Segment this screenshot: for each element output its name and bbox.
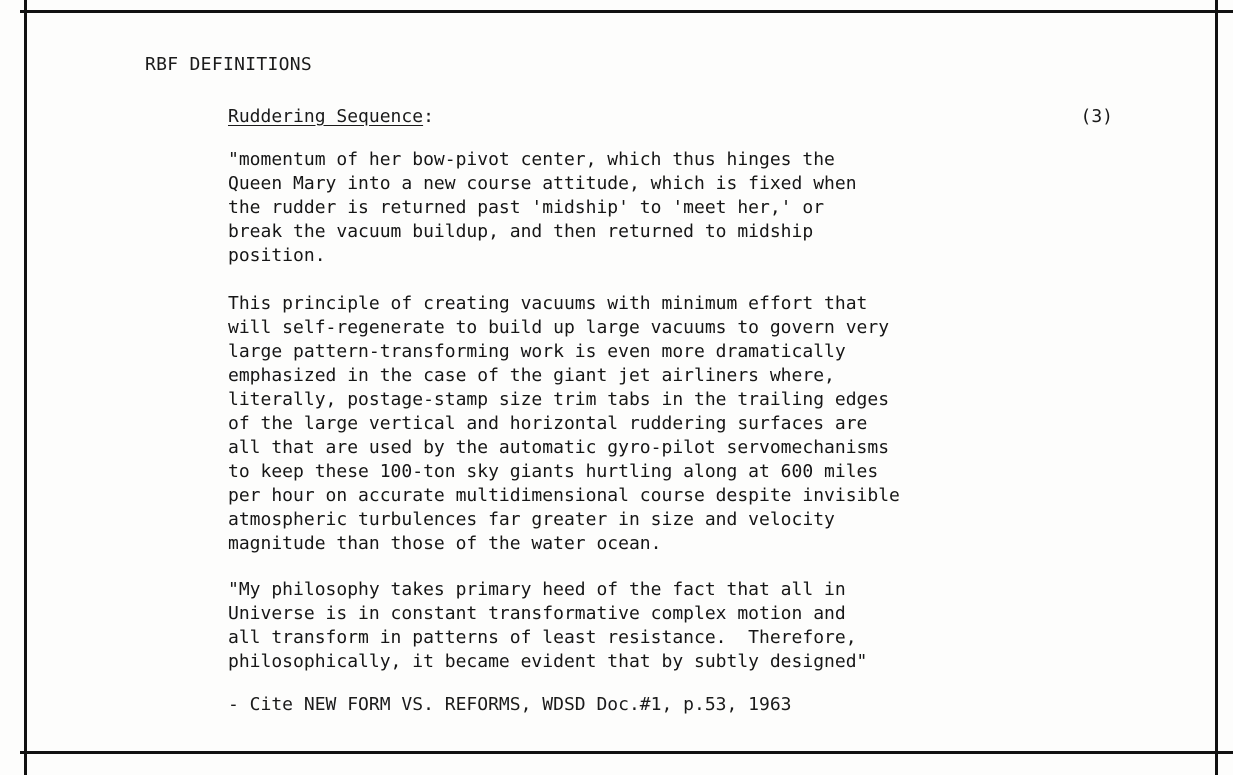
body-paragraph-2: This principle of creating vacuums with minimum effort that will self-regenerate to build up large vacuums to govern very large pattern-transforming work is even more dramatically emphasized in the case of the giant jet airliners where, literally, postage-stamp size trim tabs in the trailing edges of the large vertical and horizontal ruddering surfaces are all that are used by the automatic gyro-pilot servomechanisms to keep these 100-ton sky giants hurtling along at 600 miles per hour on accurate multidimensional course despite invisible atmospheric turbulences far greater in size and velocity magnitude than those of the water ocean.: [228, 293, 900, 554]
page-number: (3): [1080, 106, 1113, 127]
card-border-right: [1215, 0, 1218, 775]
quote-paragraph-3: "My philosophy takes primary heed of the fact that all in Universe is in constant transformative complex motion and all transform in patterns of least resistance. Therefore, philosophically, it became evident that by subtly designed": [228, 579, 868, 672]
document-heading: RBF DEFINITIONS: [145, 54, 313, 75]
definition-term: Ruddering Sequence: [228, 106, 424, 127]
quote-paragraph-1: "momentum of her bow-pivot center, which thus hinges the Queen Mary into a new course attitude, which is fixed when the rudder is returned past 'midship' to 'meet her,' or break the vacuum buildup, and then returned to midship position.: [228, 149, 857, 266]
subheading-row: [228, 106, 1113, 130]
card-border-bottom: [20, 751, 1233, 754]
citation: - Cite NEW FORM VS. REFORMS, WDSD Doc.#1, p.53, 1963: [228, 694, 792, 715]
card-border-top: [20, 10, 1233, 13]
card-border-left: [24, 0, 27, 775]
definition-term-colon: :: [423, 106, 434, 127]
